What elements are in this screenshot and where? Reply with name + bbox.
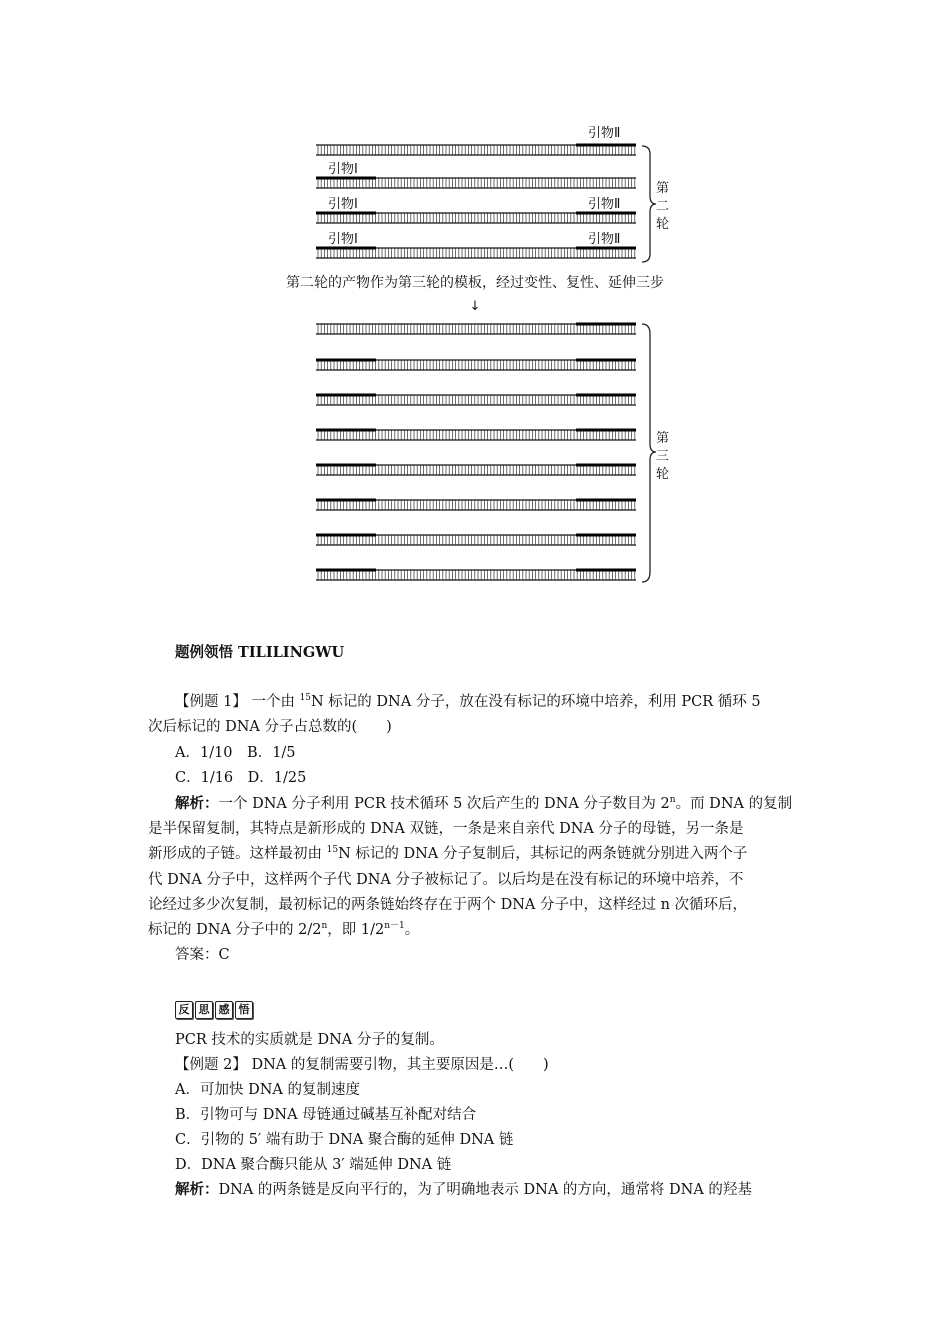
- primer2-label: 引物Ⅱ: [588, 126, 621, 141]
- example2-analysis-line1: [175, 1177, 752, 1203]
- reflection-text: PCR 技术的实质就是 DNA 分子的复制。: [175, 1032, 444, 1048]
- example1-options-ab: A．1/10 B．1/5: [175, 745, 296, 761]
- example2-option-d: D．DNA 聚合酶只能从 3′ 端延伸 DNA 链: [175, 1157, 452, 1173]
- reflection-badge: [175, 1001, 253, 1019]
- round3-label-char: 第: [656, 431, 670, 446]
- example1-analysis-line2: 是半保留复制，其特点是新形成的 DNA 双链，一条是来自亲代 DNA 分子的母链，另一条是: [148, 821, 744, 837]
- superscript: n－1: [384, 921, 405, 931]
- primer2-label: 引物Ⅱ: [588, 232, 621, 247]
- round2-label-char: 第: [656, 181, 670, 196]
- pcr-diagram-svg: [0, 0, 950, 600]
- example2-option-a: A．可加快 DNA 的复制速度: [175, 1082, 360, 1098]
- diagram-caption: 第二轮的产物作为第三轮的模板，经过变性、复性、延伸三步: [286, 275, 664, 291]
- example2-question: [175, 1052, 549, 1078]
- example1-options-cd: C．1/16 D．1/25: [175, 770, 307, 786]
- badge-char: 感: [215, 1001, 233, 1019]
- superscript: n: [669, 795, 676, 805]
- badge-char: 反: [175, 1001, 193, 1019]
- example1-analysis-line1: [175, 791, 792, 817]
- text: 。: [404, 922, 420, 938]
- round2-label-char: 轮: [656, 217, 670, 232]
- example1-analysis-line4: 代 DNA 分子中，这样两个子代 DNA 分子被标记了。以后均是在没有标记的环境中培养，不: [148, 872, 744, 888]
- text: 一个 DNA 分子利用 PCR 技术循环 5 次后产生的 DNA 分子数目为 2: [218, 796, 670, 812]
- example1-analysis-line5: 论经过多少次复制，最初标记的两条链始终存在于两个 DNA 分子中，这样经过 n 次循环后，: [148, 897, 748, 913]
- superscript: 15: [299, 693, 312, 703]
- badge-char: 悟: [235, 1001, 253, 1019]
- round2-label-char: 二: [656, 199, 670, 214]
- section-title: 题例领悟 TILILINGWU: [175, 644, 345, 661]
- example1-analysis-line6: [148, 917, 419, 943]
- round3-label-char: 轮: [656, 467, 670, 482]
- pcr-diagram: [0, 0, 950, 604]
- analysis-label: 解析：: [175, 1181, 219, 1198]
- superscript: n: [321, 921, 328, 931]
- primer1-label: 引物Ⅰ: [328, 232, 358, 247]
- round3-brace: [642, 324, 656, 582]
- text: N 标记的 DNA 分子复制后，其标记的两条链就分别进入两个子: [338, 846, 748, 862]
- example1-answer: 答案：C: [175, 947, 230, 963]
- superscript: 15: [326, 845, 339, 855]
- example2-label: 【例题 2】: [175, 1057, 247, 1073]
- example2-option-b: B．引物可与 DNA 母链通过碱基互补配对结合: [175, 1107, 477, 1123]
- text: ，即 1/2: [327, 922, 385, 938]
- primer2-label: 引物Ⅱ: [588, 197, 621, 212]
- text: N 标记的 DNA 分子，放在没有标记的环境中培养，利用 PCR 循环 5: [311, 694, 761, 710]
- text: DNA 的两条链是反向平行的，为了明确地表示 DNA 的方向，通常将 DNA 的羟基: [218, 1182, 752, 1198]
- example1-question-line1: [175, 689, 761, 715]
- text: 一个由: [246, 694, 300, 710]
- example1-question-line2: 次后标记的 DNA 分子占总数的( ): [148, 719, 392, 735]
- example1-label: 【例题 1】: [175, 694, 247, 710]
- round3-label-char: 三: [656, 449, 670, 464]
- text: 标记的 DNA 分子中的 2/2: [148, 922, 322, 938]
- example2-option-c: C．引物的 5′ 端有助于 DNA 聚合酶的延伸 DNA 链: [175, 1132, 514, 1148]
- text: 新形成的子链。这样最初由: [148, 846, 327, 862]
- down-arrow-icon: ↓: [469, 299, 481, 314]
- badge-char: 思: [195, 1001, 213, 1019]
- primer1-label: 引物Ⅰ: [328, 197, 358, 212]
- example1-analysis-line3: [148, 841, 747, 867]
- analysis-label: 解析：: [175, 795, 219, 812]
- round2-brace: [642, 146, 656, 262]
- text: DNA 的复制需要引物，其主要原因是…( ): [246, 1057, 549, 1073]
- primer1-label: 引物Ⅰ: [328, 162, 358, 177]
- text: 。而 DNA 的复制: [675, 796, 793, 812]
